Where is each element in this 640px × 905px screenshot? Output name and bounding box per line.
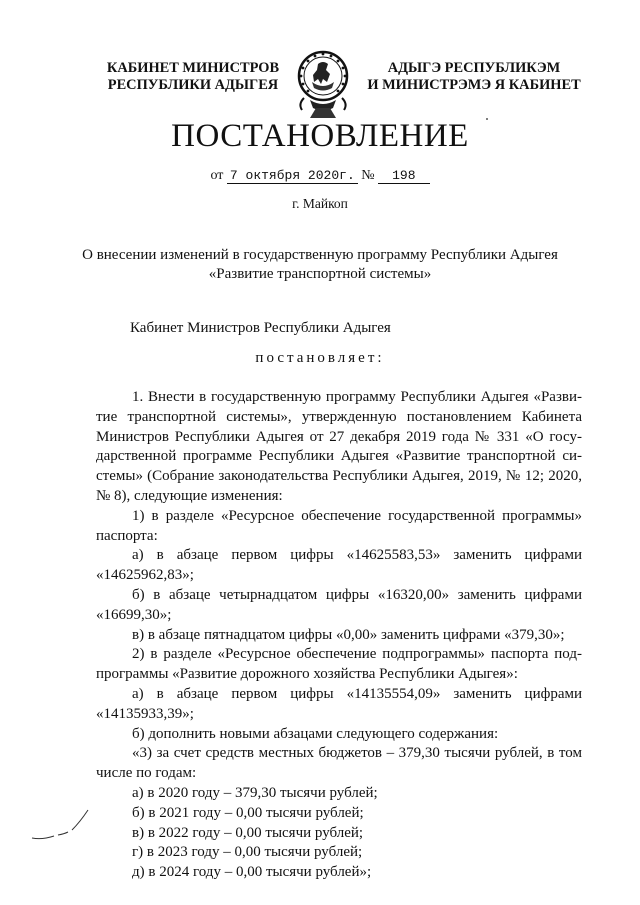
body-line: «3) за счет средств местных бюджетов – 379,30 тысячи рублей, в том — [132, 745, 582, 762]
issuing-body: Кабинет Министров Республики Адыгея — [130, 320, 391, 336]
margin-scribble — [30, 808, 90, 844]
document-date: 7 октября 2020г. — [227, 168, 358, 184]
issuer-adyghe-line-2: И МИНИСТРЭМЭ Я КАБИНЕТ — [367, 77, 581, 93]
resolves-word: постановляет: — [255, 350, 385, 366]
issuer-line-2: РЕСПУБЛИКИ АДЫГЕЯ — [107, 77, 279, 93]
body-line: в) в абзаце пятнадцатом цифры «0,00» заменить цифрами «379,30»; — [132, 626, 565, 643]
body-line: 2) в разделе «Ресурсное обеспечение подпрограммы» паспорта под- — [132, 646, 582, 663]
body-line: тие транспортной системы», утвержденную постановлением Кабинета — [96, 408, 582, 425]
document-city: г. Майкоп — [292, 196, 348, 211]
body-line: «14135933,39»; — [96, 705, 194, 722]
subject-line-2: «Развитие транспортной системы» — [208, 266, 432, 282]
issuer-name-russian — [98, 60, 288, 94]
document-subject — [60, 246, 580, 284]
body-line: д) в 2024 году – 0,00 тысячи рублей»; — [132, 864, 372, 881]
body-line: г) в 2023 году – 0,00 тысячи рублей; — [132, 844, 363, 861]
body-line: а) в 2020 году – 379,30 тысячи рублей; — [132, 784, 378, 801]
body-line: «14625962,83»; — [96, 567, 194, 584]
document-body — [96, 388, 582, 883]
body-line: программы «Развитие дорожного хозяйства Республики Адыгея»: — [96, 666, 518, 683]
adygea-coat-of-arms-icon — [290, 48, 356, 122]
body-line: стемы» (Собрание законодательства Республики Адыгея, 2019, № 12; 2020, — [96, 468, 582, 485]
document-number: 198 — [378, 168, 429, 184]
body-line: Министров Республики Адыгея от 27 декабря 2019 года № 331 «О госу- — [96, 428, 582, 445]
body-line: 1) в разделе «Ресурсное обеспечение государственной программы» — [132, 507, 582, 524]
document-title: ПОСТАНОВЛЕНИЕ — [171, 118, 469, 154]
body-line: паспорта: — [96, 527, 158, 544]
document-header — [0, 56, 640, 116]
number-label: № — [361, 168, 375, 183]
date-prefix: от — [210, 168, 224, 183]
body-line: в) в 2022 году – 0,00 тысячи рублей; — [132, 824, 364, 841]
body-line: дарственной программе Республики Адыгея «Развитие транспортной си- — [96, 448, 582, 465]
issuer-line-1: КАБИНЕТ МИНИСТРОВ — [106, 60, 280, 76]
body-line: а) в абзаце первом цифры «14135554,09» заменить цифрами — [132, 685, 582, 702]
body-line: б) в 2021 году – 0,00 тысячи рублей; — [132, 804, 364, 821]
body-line: числе по годам: — [96, 765, 197, 782]
body-line: № 8), следующие изменения: — [96, 487, 283, 504]
issuer-adyghe-line-1: АДЫГЭ РЕСПУБЛИКЭМ — [387, 60, 561, 76]
body-line: б) в абзаце четырнадцатом цифры «16320,00» заменить цифрами — [132, 586, 582, 603]
date-number-line — [0, 168, 640, 184]
body-line: «16699,30»; — [96, 606, 172, 623]
body-line: 1. Внести в государственную программу Республики Адыгея «Разви- — [132, 389, 582, 405]
subject-line-1: О внесении изменений в государственную программу Республики Адыгея — [82, 247, 558, 263]
body-line: а) в абзаце первом цифры «14625583,53» заменить цифрами — [132, 547, 582, 564]
issuer-name-adyghe — [366, 60, 582, 94]
body-line: б) дополнить новыми абзацами следующего содержания: — [132, 725, 499, 742]
